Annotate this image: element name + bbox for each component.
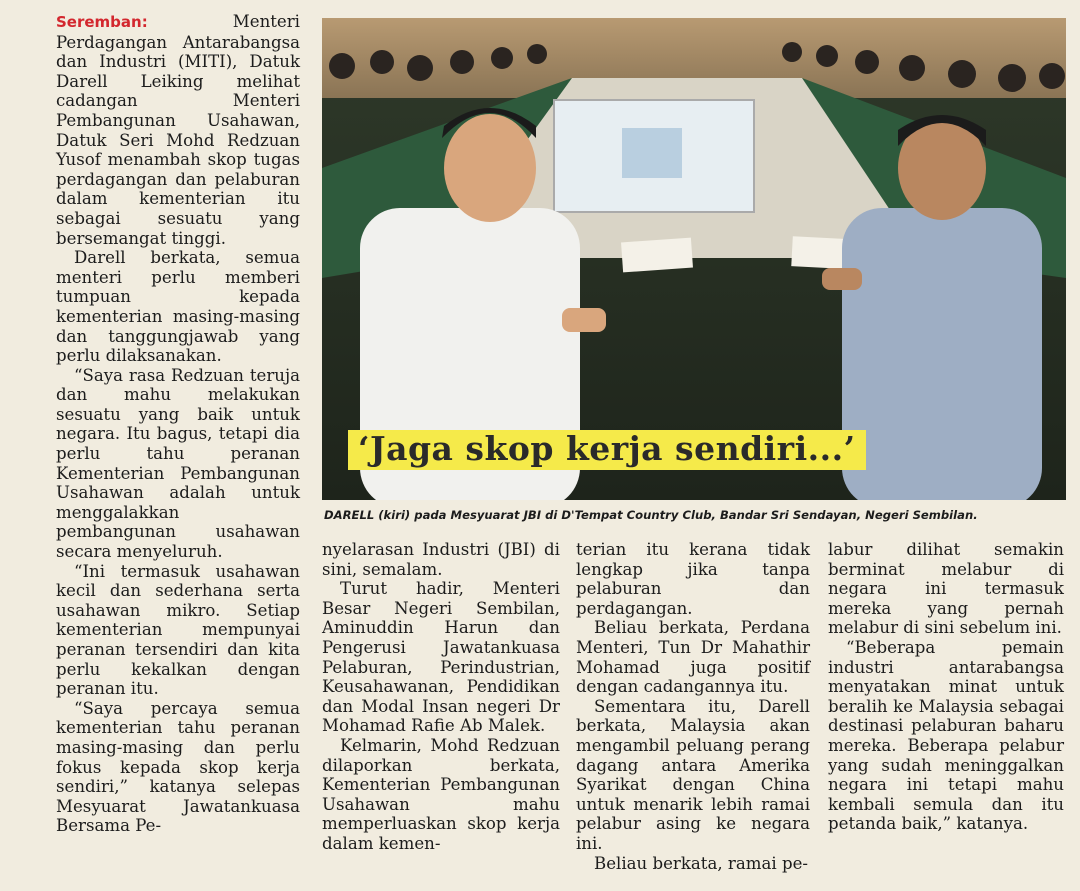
photo-caption: DARELL (kiri) pada Mesyuarat JBI di D'Tempat Country Club, Bandar Sri Sendayan, Negeri Sembilan. bbox=[324, 508, 978, 522]
paragraph: Seremban: Menteri Perdagangan Antarabangsa dan Industri (MITI), Datuk Darell Leiking melihat cadangan Menteri Pembangunan Usahawan, Datuk Seri Mohd Redzuan Yusof menambah skop tugas perdagangan dan pelaburan dalam kementerian itu sebagai sesuatu yang bersemangat tinggi. bbox=[56, 12, 300, 248]
paragraph: “Saya percaya semua kementerian tahu peranan masing-masing dan perlu fokus kepada skop kerja sendiri,” katanya selepas Mesyuarat Jawatankuasa Bersama Pe- bbox=[56, 698, 300, 836]
paragraph: Darell berkata, semua menteri perlu memberi tumpuan kepada kementerian masing-masing dan tanggungjawab yang perlu dilaksanakan. bbox=[56, 248, 300, 366]
photo-headline: ‘Jaga skop kerja sendiri...’ bbox=[348, 430, 866, 470]
article-column-2 bbox=[322, 540, 560, 854]
news-photo bbox=[322, 18, 1066, 500]
article-column-1 bbox=[56, 12, 300, 836]
paragraph: “Beberapa pemain industri antarabangsa menyatakan minat untuk beralih ke Malaysia sebagai destinasi pelaburan baharu mereka. Beberapa pelabur yang sudah meninggalkan negara ini tetapi mahu kembali semula dan itu petanda baik,” katanya. bbox=[828, 637, 1064, 834]
paragraph: Kelmarin, Mohd Redzuan dilaporkan berkata, Kementerian Pembangunan Usahawan mahu memperluaskan skop kerja dalam kemen- bbox=[322, 735, 560, 853]
paragraph: “Saya rasa Redzuan teruja dan mahu melakukan sesuatu yang baik untuk negara. Itu bagus, tetapi dia perlu tahu peranan Kementerian Pembangunan Usahawan adalah untuk menggalakkan pembangunan usahawan secara menyeluruh. bbox=[56, 365, 300, 562]
paragraph: Turut hadir, Menteri Besar Negeri Sembilan, Aminuddin Harun dan Pengerusi Jawatankuasa Pelaburan, Perindustrian, Keusahawanan, Pendidikan dan Modal Insan negeri Dr Mohamad Rafie Ab Malek. bbox=[322, 579, 560, 736]
article-column-3 bbox=[576, 540, 810, 873]
paragraph: terian itu kerana tidak lengkap jika tanpa pelaburan dan perdagangan. bbox=[576, 540, 810, 618]
paragraph: “Ini termasuk usahawan kecil dan sederhana serta usahawan mikro. Setiap kementerian mempunyai peranan tersendiri dan kita perlu kekalkan dengan peranan itu. bbox=[56, 561, 300, 699]
meeting-room-photo bbox=[322, 18, 1066, 500]
dateline: Seremban: bbox=[56, 13, 148, 31]
paragraph: Beliau berkata, Perdana Menteri, Tun Dr Mahathir Mohamad juga positif dengan cadangannya itu. bbox=[576, 618, 810, 697]
paragraph: Sementara itu, Darell berkata, Malaysia akan mengambil peluang perang dagang antara Amerika Syarikat dengan China untuk menarik lebih ramai pelabur asing ke negara ini. bbox=[576, 696, 810, 853]
paragraph: nyelarasan Industri (JBI) di sini, semalam. bbox=[322, 540, 560, 579]
paragraph: labur dilihat semakin berminat melabur di negara ini termasuk mereka yang pernah melabur di sini sebelum ini. bbox=[828, 540, 1064, 638]
paragraph: Beliau berkata, ramai pe- bbox=[594, 853, 809, 873]
article-column-4 bbox=[828, 540, 1064, 834]
